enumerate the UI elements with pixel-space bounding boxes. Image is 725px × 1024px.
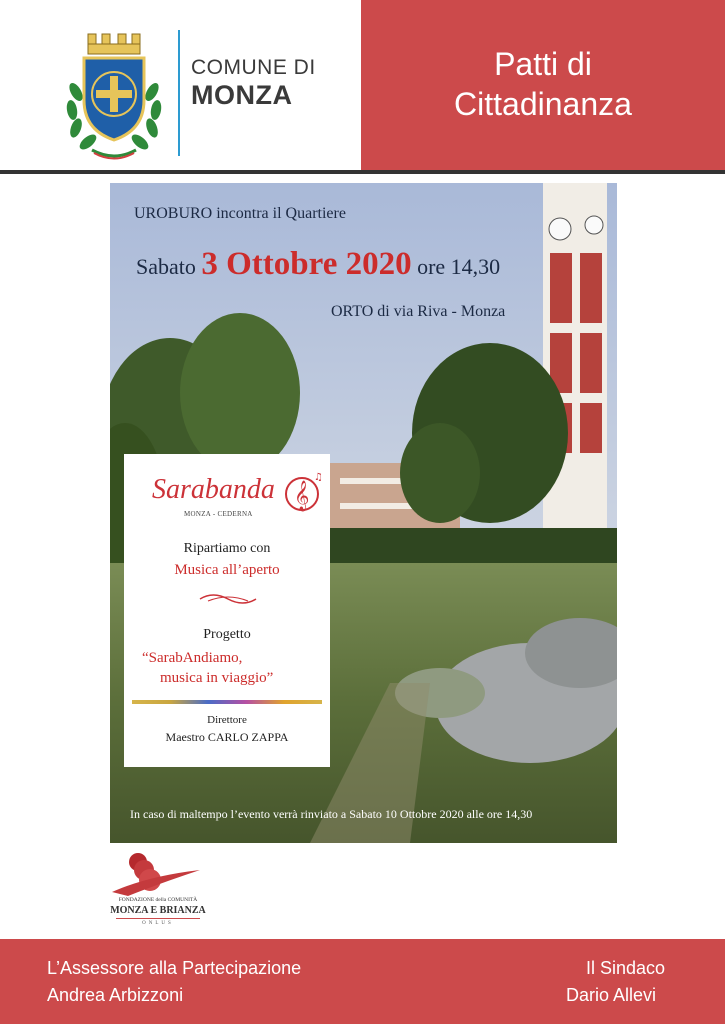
card-music-outdoor: Musica all’aperto xyxy=(174,562,280,578)
sindaco-name: Dario Allevi xyxy=(566,985,657,1005)
weather-notice: In caso di maltempo l’evento verrà rinviato a Sabato 10 Ottobre 2020 alle ore 14,30 xyxy=(130,807,533,821)
card-director-label: Direttore xyxy=(207,714,247,726)
treble-clef-icon xyxy=(284,468,328,514)
fondazione-logo-icon xyxy=(108,850,208,932)
sindaco-title: Il Sindaco xyxy=(586,958,666,978)
footer xyxy=(0,939,725,1024)
card-project-name-1: “SarabAndiamo, xyxy=(142,650,243,666)
sarabanda-card xyxy=(124,454,330,767)
event-date xyxy=(136,246,500,283)
fondazione-name: MONZA E BRIANZA xyxy=(110,905,206,916)
fondazione-rule xyxy=(116,918,200,919)
city-name: MONZA xyxy=(191,80,293,110)
fondazione-onlus: ONLUS xyxy=(142,921,174,926)
event-headline: UROBURO incontra il Quartiere xyxy=(134,205,346,222)
event-location: ORTO di via Riva - Monza xyxy=(331,303,506,320)
page-title xyxy=(361,44,725,124)
card-project-label: Progetto xyxy=(203,627,251,642)
card-director-name: Maestro CARLO ZAPPA xyxy=(165,730,289,744)
assessore-name: Andrea Arbizzoni xyxy=(47,985,184,1005)
title-line-2: Cittadinanza xyxy=(454,86,632,122)
flourish-icon xyxy=(198,589,258,609)
card-intro: Ripartiamo con xyxy=(183,541,271,556)
monza-crest-icon xyxy=(58,30,170,160)
fondazione-label: FONDAZIONE della COMUNITÀ xyxy=(118,897,198,903)
header-rule xyxy=(0,170,725,174)
svg-text:𝄞: 𝄞 xyxy=(294,481,310,511)
event-poster xyxy=(110,183,617,843)
header-divider xyxy=(178,30,180,156)
sarabanda-logo-text: Sarabanda xyxy=(152,474,275,505)
date-suffix: ore 14,30 xyxy=(417,254,501,279)
assessore-title: L’Assessore alla Partecipazione xyxy=(47,958,302,978)
title-line-1: Patti di xyxy=(494,46,592,82)
sarabanda-logo-subtitle: MONZA - CEDERNA xyxy=(184,510,253,518)
color-bar xyxy=(132,700,322,704)
svg-text:♫: ♫ xyxy=(314,472,323,483)
card-project-name-2: musica in viaggio” xyxy=(160,670,274,686)
date-main: 3 Ottobre 2020 xyxy=(201,246,412,282)
date-prefix: Sabato xyxy=(136,254,196,279)
comune-label: COMUNE DI xyxy=(191,56,316,79)
